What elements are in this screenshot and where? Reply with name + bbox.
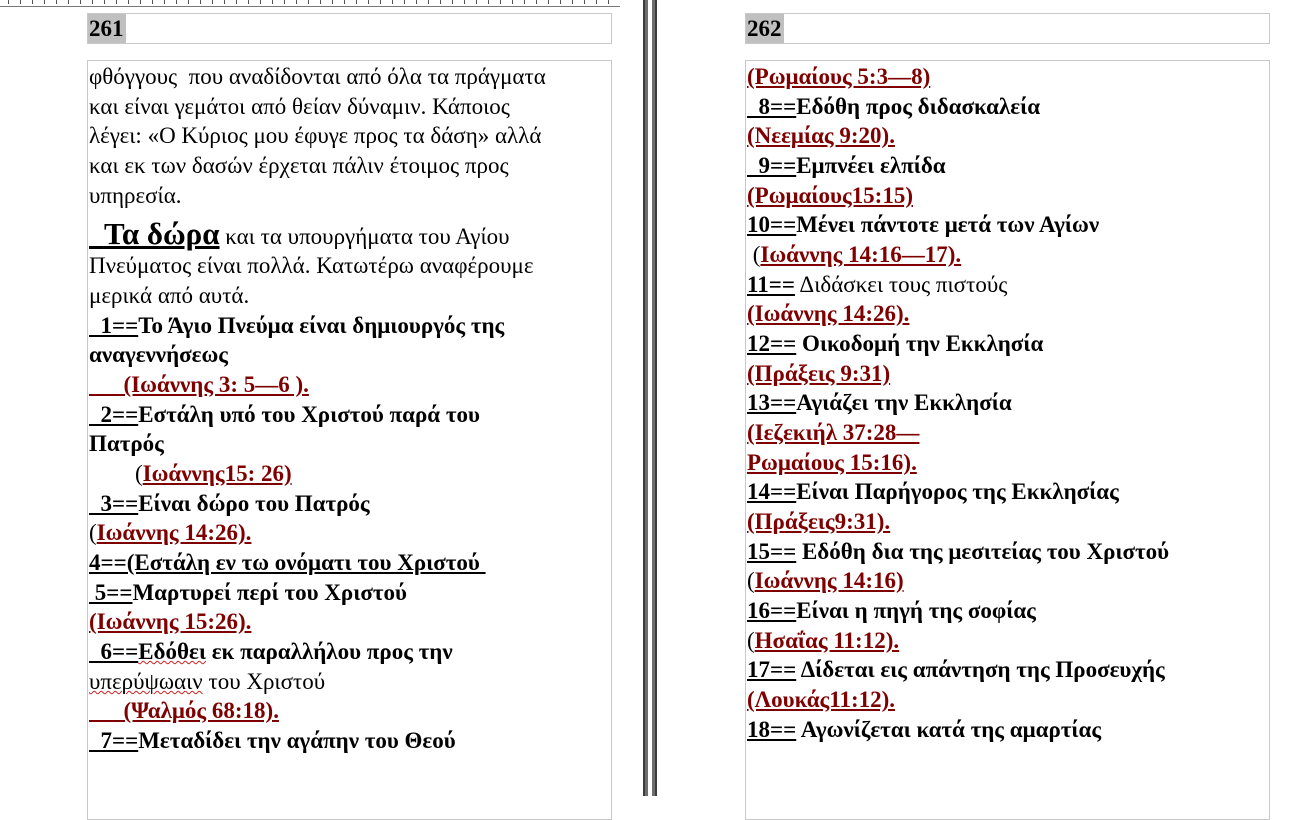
gifts-heading: Τα δώρα	[103, 216, 220, 251]
gift-item-2-cont: Πατρός	[89, 431, 164, 456]
gift-item-10: 10==Μένει πάντοτε μετά των Αγίων	[747, 212, 1100, 237]
gift-item-4: 4==(Εστάλη εν τω ονόματι του Χριστού	[89, 550, 486, 575]
scripture-reference: Ιωάννης 14:16—17).	[760, 242, 962, 267]
page-261	[0, 0, 643, 796]
page-number: 261	[89, 16, 124, 41]
page-divider	[643, 0, 657, 796]
page-262	[657, 0, 1303, 796]
scripture-reference-line: (Ιωάννης 14:16)	[747, 568, 904, 593]
scripture-reference-line: (Ιωάννης15: 26)	[89, 461, 292, 486]
page-body	[745, 60, 1270, 820]
scripture-reference: (Ιωάννης 14:26).	[747, 301, 910, 326]
scripture-reference: Ιωάννης 14:16)	[754, 568, 904, 593]
scripture-reference: (Πράξεις 9:31)	[747, 361, 891, 386]
text-line: υπηρεσία.	[89, 183, 182, 208]
page-body	[87, 60, 612, 820]
text-line: και είναι γεμάτοι από θείαν δύναμιν. Κάποιος	[89, 94, 510, 119]
scripture-reference-line: (Ιωάννης 14:16—17).	[747, 242, 962, 267]
scripture-reference: (Πράξεις9:31).	[747, 509, 891, 534]
gift-item-6: 6==Εδόθει εκ παραλλήλου προς την	[89, 639, 453, 664]
scripture-reference: (Ιωάννης 15:26).	[89, 609, 252, 634]
scripture-reference-line: (Ιωάννης 14:26).	[89, 520, 252, 545]
gift-item-9: 9==Εμπνέει ελπίδα	[747, 153, 946, 178]
gift-item-15: 15== Εδόθη δια της μεσιτείας του Χριστού	[747, 539, 1170, 564]
text-line: λέγει: «Ο Κύριος μου έφυγε προς τα δάση» αλλά	[89, 123, 542, 148]
gift-item-8: 8==Εδόθη προς διδασκαλεία	[747, 94, 1041, 119]
gift-item-1: 1==Το Άγιο Πνεύμα είναι δημιουργός της	[89, 313, 505, 338]
gift-item-3: 3==Είναι δώρο του Πατρός	[89, 491, 370, 516]
scripture-reference: Ιωάννης 14:26).	[96, 520, 252, 545]
gift-item-5: 5==Μαρτυρεί περί του Χριστού	[89, 580, 407, 605]
gift-item-11: 11== Διδάσκει τους πιστούς	[747, 272, 1008, 297]
text-line: και εκ των δασών έρχεται πάλιν έτοιμος προς	[89, 153, 509, 178]
scripture-reference: (Ρωμαίους 5:3—8)	[747, 64, 931, 89]
gift-item-17: 17== Δίδεται εις απάντηση της Προσευχής	[747, 657, 1165, 682]
gift-item-1-cont: αναγεννήσεως	[89, 342, 228, 367]
gift-item-14: 14==Είναι Παρήγορος της Εκκλησίας	[747, 479, 1119, 504]
gifts-intro-line: Τα δώρα και τα υπουργήματα του Αγίου	[89, 217, 510, 251]
gift-item-12: 12== Οικοδομή την Εκκλησία	[747, 331, 1044, 356]
text-line: Πνεύματος είναι πολλά. Κατωτέρω αναφέρουμε	[89, 253, 534, 278]
scripture-reference: (Νεεμίας 9:20).	[747, 123, 895, 148]
gift-item-13: 13==Αγιάζει την Εκκλησία	[747, 390, 1012, 415]
page-header	[87, 13, 612, 44]
gift-item-7: 7==Μεταδίδει την αγάπην του Θεού	[89, 728, 456, 753]
page-header	[745, 13, 1270, 44]
gift-item-18: 18== Αγωνίζεται κατά της αμαρτίας	[747, 717, 1102, 742]
scripture-reference: (Ιεζεκιήλ 37:28—	[747, 420, 920, 445]
page-number: 262	[747, 16, 782, 41]
gift-item-6-cont: υπερύψωαιν του Χριστού	[89, 669, 326, 694]
scripture-reference: Ρωμαίους 15:16).	[747, 450, 917, 475]
gift-item-2: 2==Εστάλη υπό του Χριστού παρά του	[89, 402, 480, 427]
text-line: φθόγγους που αναδίδονται από όλα τα πράγματα	[89, 64, 546, 89]
scripture-reference: (Ψαλμός 68:18).	[89, 698, 279, 723]
scripture-reference-line: (Ησαΐας 11:12).	[747, 628, 900, 653]
text-line: μερικά από αυτά.	[89, 283, 250, 308]
scripture-reference: (Λουκάς11:12).	[747, 687, 896, 712]
scripture-reference: Ησαΐας 11:12).	[754, 628, 900, 653]
scripture-reference: Ιωάννης15: 26)	[142, 461, 292, 486]
gift-item-16: 16==Είναι η πηγή της σοφίας	[747, 598, 1036, 623]
scripture-reference: (Ιωάννης 3: 5—6 ).	[89, 372, 309, 397]
scripture-reference: (Ρωμαίους15:15)	[747, 183, 913, 208]
